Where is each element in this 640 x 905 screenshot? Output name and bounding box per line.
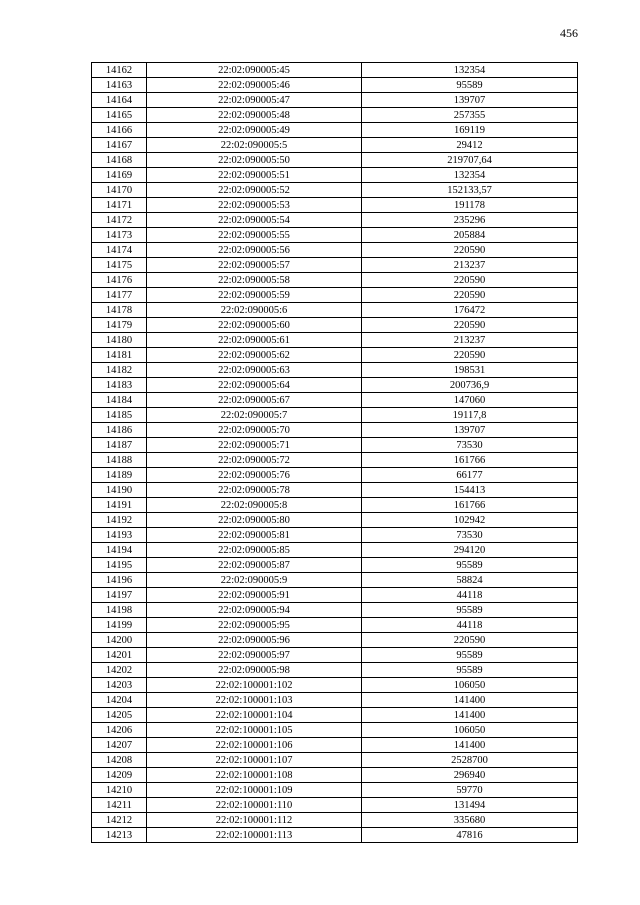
cadastral-number-cell: 22:02:090005:48 (147, 108, 362, 123)
value-cell: 66177 (362, 468, 578, 483)
page-number: 456 (560, 26, 578, 40)
value-cell: 220590 (362, 288, 578, 303)
row-number-cell: 14174 (92, 243, 147, 258)
cadastral-number-cell: 22:02:090005:78 (147, 483, 362, 498)
table-row (92, 528, 578, 543)
row-number-cell: 14213 (92, 828, 147, 843)
row-number-cell: 14212 (92, 813, 147, 828)
table-row (92, 693, 578, 708)
table-row (92, 318, 578, 333)
value-cell: 141400 (362, 738, 578, 753)
cadastral-number-cell: 22:02:090005:72 (147, 453, 362, 468)
row-number-cell: 14165 (92, 108, 147, 123)
table-row (92, 543, 578, 558)
cadastral-number-cell: 22:02:100001:113 (147, 828, 362, 843)
table-row (92, 753, 578, 768)
table-row (92, 438, 578, 453)
row-number-cell: 14175 (92, 258, 147, 273)
table-row (92, 483, 578, 498)
row-number-cell: 14187 (92, 438, 147, 453)
cadastral-number-cell: 22:02:090005:50 (147, 153, 362, 168)
cadastral-number-cell: 22:02:090005:62 (147, 348, 362, 363)
value-cell: 139707 (362, 93, 578, 108)
table-row (92, 828, 578, 843)
row-number-cell: 14208 (92, 753, 147, 768)
value-cell: 141400 (362, 708, 578, 723)
value-cell: 95589 (362, 648, 578, 663)
value-cell: 131494 (362, 798, 578, 813)
cadastral-number-cell: 22:02:100001:102 (147, 678, 362, 693)
table-row (92, 213, 578, 228)
table-row (92, 633, 578, 648)
row-number-cell: 14176 (92, 273, 147, 288)
value-cell: 220590 (362, 348, 578, 363)
value-cell: 106050 (362, 678, 578, 693)
value-cell: 335680 (362, 813, 578, 828)
cadastral-number-cell: 22:02:090005:64 (147, 378, 362, 393)
table-row (92, 108, 578, 123)
cadastral-number-cell: 22:02:090005:71 (147, 438, 362, 453)
value-cell: 95589 (362, 78, 578, 93)
value-cell: 44118 (362, 588, 578, 603)
row-number-cell: 14210 (92, 783, 147, 798)
row-number-cell: 14193 (92, 528, 147, 543)
cadastral-number-cell: 22:02:090005:45 (147, 63, 362, 78)
cadastral-number-cell: 22:02:090005:63 (147, 363, 362, 378)
value-cell: 95589 (362, 663, 578, 678)
cadastral-number-cell: 22:02:090005:54 (147, 213, 362, 228)
value-cell: 200736,9 (362, 378, 578, 393)
row-number-cell: 14190 (92, 483, 147, 498)
table-row (92, 648, 578, 663)
table-row (92, 723, 578, 738)
row-number-cell: 14194 (92, 543, 147, 558)
table-row (92, 78, 578, 93)
value-cell: 95589 (362, 558, 578, 573)
row-number-cell: 14195 (92, 558, 147, 573)
row-number-cell: 14180 (92, 333, 147, 348)
cadastral-number-cell: 22:02:090005:81 (147, 528, 362, 543)
cadastral-number-cell: 22:02:090005:61 (147, 333, 362, 348)
row-number-cell: 14178 (92, 303, 147, 318)
row-number-cell: 14170 (92, 183, 147, 198)
row-number-cell: 14179 (92, 318, 147, 333)
table-row (92, 783, 578, 798)
cadastral-number-cell: 22:02:090005:57 (147, 258, 362, 273)
cadastral-number-cell: 22:02:100001:108 (147, 768, 362, 783)
cadastral-number-cell: 22:02:090005:6 (147, 303, 362, 318)
row-number-cell: 14188 (92, 453, 147, 468)
table-row (92, 63, 578, 78)
cadastral-number-cell: 22:02:090005:7 (147, 408, 362, 423)
cadastral-number-cell: 22:02:090005:85 (147, 543, 362, 558)
table-row (92, 378, 578, 393)
cadastral-number-cell: 22:02:090005:60 (147, 318, 362, 333)
value-cell: 102942 (362, 513, 578, 528)
row-number-cell: 14200 (92, 633, 147, 648)
table-row (92, 603, 578, 618)
cadastral-number-cell: 22:02:090005:96 (147, 633, 362, 648)
cadastral-number-cell: 22:02:090005:49 (147, 123, 362, 138)
cadastral-number-cell: 22:02:090005:70 (147, 423, 362, 438)
row-number-cell: 14189 (92, 468, 147, 483)
row-number-cell: 14209 (92, 768, 147, 783)
table-row (92, 498, 578, 513)
table-row (92, 333, 578, 348)
cadastral-number-cell: 22:02:090005:46 (147, 78, 362, 93)
table-row (92, 258, 578, 273)
table-row (92, 168, 578, 183)
table-row (92, 708, 578, 723)
table-row (92, 243, 578, 258)
table-row (92, 408, 578, 423)
value-cell: 95589 (362, 603, 578, 618)
table-row (92, 423, 578, 438)
row-number-cell: 14172 (92, 213, 147, 228)
row-number-cell: 14171 (92, 198, 147, 213)
row-number-cell: 14181 (92, 348, 147, 363)
cadastral-number-cell: 22:02:090005:5 (147, 138, 362, 153)
cadastral-number-cell: 22:02:090005:8 (147, 498, 362, 513)
value-cell: 44118 (362, 618, 578, 633)
cadastral-number-cell: 22:02:090005:97 (147, 648, 362, 663)
cadastral-number-cell: 22:02:090005:80 (147, 513, 362, 528)
table-row (92, 123, 578, 138)
cadastral-number-cell: 22:02:100001:107 (147, 753, 362, 768)
row-number-cell: 14198 (92, 603, 147, 618)
row-number-cell: 14167 (92, 138, 147, 153)
value-cell: 219707,64 (362, 153, 578, 168)
value-cell: 59770 (362, 783, 578, 798)
table-row (92, 153, 578, 168)
cadastral-number-cell: 22:02:100001:103 (147, 693, 362, 708)
row-number-cell: 14162 (92, 63, 147, 78)
registry-table (91, 62, 578, 843)
table-row (92, 183, 578, 198)
row-number-cell: 14186 (92, 423, 147, 438)
value-cell: 220590 (362, 243, 578, 258)
value-cell: 73530 (362, 438, 578, 453)
row-number-cell: 14177 (92, 288, 147, 303)
value-cell: 161766 (362, 498, 578, 513)
row-number-cell: 14202 (92, 663, 147, 678)
table-row (92, 198, 578, 213)
value-cell: 161766 (362, 453, 578, 468)
table-row (92, 663, 578, 678)
cadastral-number-cell: 22:02:090005:47 (147, 93, 362, 108)
row-number-cell: 14182 (92, 363, 147, 378)
table-row (92, 453, 578, 468)
row-number-cell: 14185 (92, 408, 147, 423)
table-row (92, 588, 578, 603)
cadastral-number-cell: 22:02:090005:52 (147, 183, 362, 198)
value-cell: 296940 (362, 768, 578, 783)
row-number-cell: 14168 (92, 153, 147, 168)
cadastral-number-cell: 22:02:090005:9 (147, 573, 362, 588)
row-number-cell: 14192 (92, 513, 147, 528)
cadastral-number-cell: 22:02:090005:76 (147, 468, 362, 483)
value-cell: 213237 (362, 333, 578, 348)
value-cell: 58824 (362, 573, 578, 588)
cadastral-number-cell: 22:02:090005:98 (147, 663, 362, 678)
table-row (92, 678, 578, 693)
table-row (92, 768, 578, 783)
value-cell: 220590 (362, 273, 578, 288)
table-row (92, 228, 578, 243)
table-row (92, 573, 578, 588)
table-row (92, 468, 578, 483)
value-cell: 213237 (362, 258, 578, 273)
value-cell: 220590 (362, 633, 578, 648)
value-cell: 2528700 (362, 753, 578, 768)
table-row (92, 348, 578, 363)
table-row (92, 798, 578, 813)
value-cell: 19117,8 (362, 408, 578, 423)
value-cell: 169119 (362, 123, 578, 138)
table-row (92, 738, 578, 753)
value-cell: 294120 (362, 543, 578, 558)
cadastral-number-cell: 22:02:090005:56 (147, 243, 362, 258)
row-number-cell: 14199 (92, 618, 147, 633)
cadastral-number-cell: 22:02:090005:87 (147, 558, 362, 573)
row-number-cell: 14203 (92, 678, 147, 693)
cadastral-number-cell: 22:02:090005:95 (147, 618, 362, 633)
value-cell: 139707 (362, 423, 578, 438)
value-cell: 191178 (362, 198, 578, 213)
value-cell: 29412 (362, 138, 578, 153)
value-cell: 141400 (362, 693, 578, 708)
value-cell: 132354 (362, 168, 578, 183)
cadastral-number-cell: 22:02:100001:106 (147, 738, 362, 753)
cadastral-number-cell: 22:02:090005:94 (147, 603, 362, 618)
row-number-cell: 14191 (92, 498, 147, 513)
cadastral-number-cell: 22:02:090005:91 (147, 588, 362, 603)
value-cell: 73530 (362, 528, 578, 543)
cadastral-number-cell: 22:02:090005:59 (147, 288, 362, 303)
table-row (92, 303, 578, 318)
table-row (92, 618, 578, 633)
cadastral-number-cell: 22:02:100001:109 (147, 783, 362, 798)
value-cell: 132354 (362, 63, 578, 78)
value-cell: 106050 (362, 723, 578, 738)
table-body (92, 63, 578, 843)
value-cell: 47816 (362, 828, 578, 843)
cadastral-number-cell: 22:02:100001:104 (147, 708, 362, 723)
cadastral-number-cell: 22:02:090005:53 (147, 198, 362, 213)
cadastral-number-cell: 22:02:100001:105 (147, 723, 362, 738)
row-number-cell: 14211 (92, 798, 147, 813)
row-number-cell: 14169 (92, 168, 147, 183)
table-row (92, 393, 578, 408)
value-cell: 257355 (362, 108, 578, 123)
row-number-cell: 14206 (92, 723, 147, 738)
table-row (92, 138, 578, 153)
row-number-cell: 14205 (92, 708, 147, 723)
table-row (92, 273, 578, 288)
table-row (92, 363, 578, 378)
cadastral-number-cell: 22:02:090005:67 (147, 393, 362, 408)
value-cell: 154413 (362, 483, 578, 498)
row-number-cell: 14207 (92, 738, 147, 753)
row-number-cell: 14201 (92, 648, 147, 663)
value-cell: 205884 (362, 228, 578, 243)
cadastral-number-cell: 22:02:100001:112 (147, 813, 362, 828)
row-number-cell: 14163 (92, 78, 147, 93)
cadastral-number-cell: 22:02:090005:55 (147, 228, 362, 243)
row-number-cell: 14184 (92, 393, 147, 408)
cadastral-number-cell: 22:02:090005:51 (147, 168, 362, 183)
table-row (92, 288, 578, 303)
table-row (92, 813, 578, 828)
value-cell: 198531 (362, 363, 578, 378)
row-number-cell: 14204 (92, 693, 147, 708)
row-number-cell: 14196 (92, 573, 147, 588)
row-number-cell: 14173 (92, 228, 147, 243)
table-row (92, 558, 578, 573)
cadastral-number-cell: 22:02:090005:58 (147, 273, 362, 288)
table-row (92, 93, 578, 108)
table-row (92, 513, 578, 528)
value-cell: 152133,57 (362, 183, 578, 198)
value-cell: 147060 (362, 393, 578, 408)
row-number-cell: 14183 (92, 378, 147, 393)
row-number-cell: 14166 (92, 123, 147, 138)
row-number-cell: 14197 (92, 588, 147, 603)
row-number-cell: 14164 (92, 93, 147, 108)
value-cell: 220590 (362, 318, 578, 333)
cadastral-number-cell: 22:02:100001:110 (147, 798, 362, 813)
value-cell: 235296 (362, 213, 578, 228)
value-cell: 176472 (362, 303, 578, 318)
